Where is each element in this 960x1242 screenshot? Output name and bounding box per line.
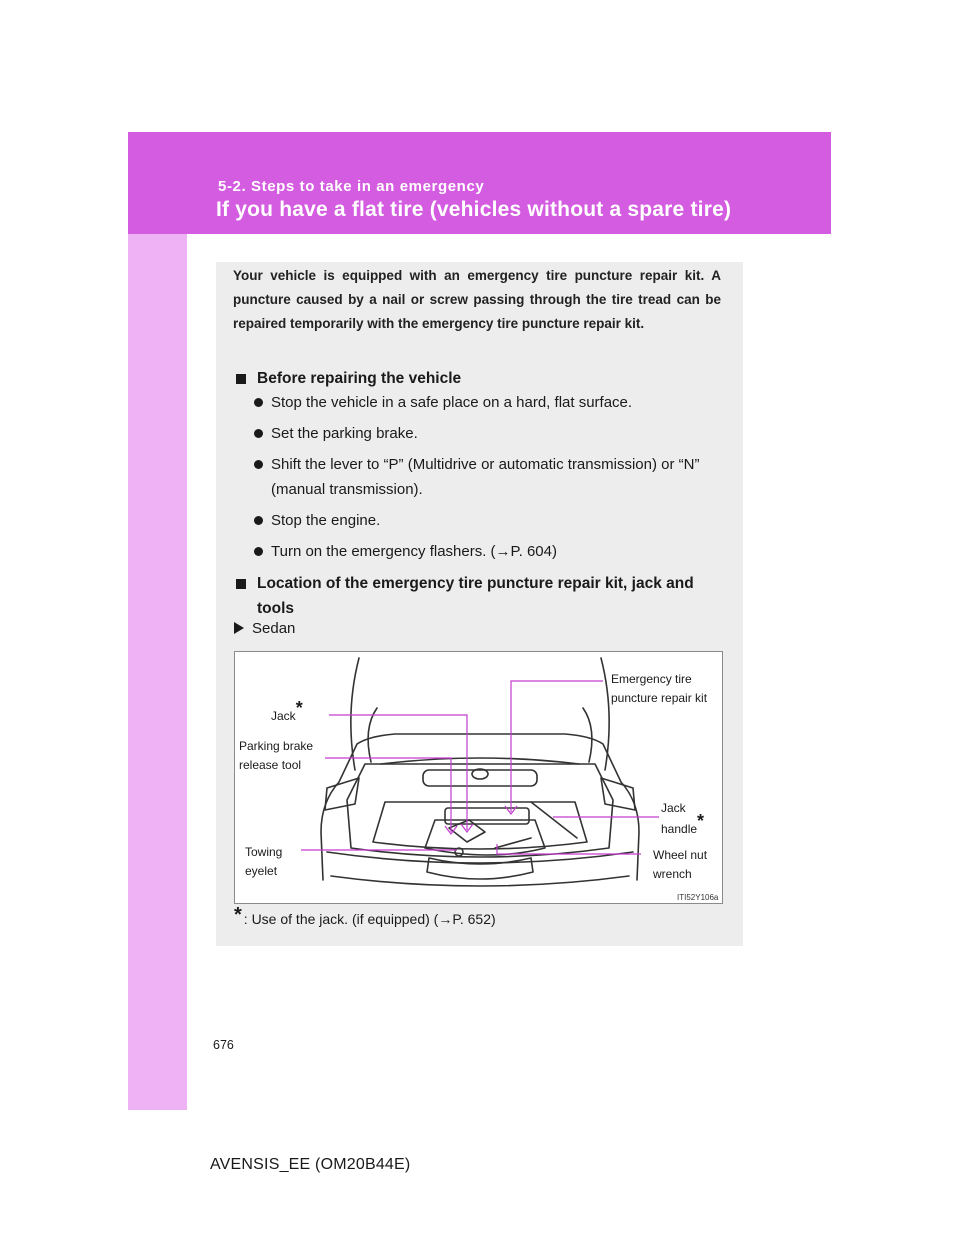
floor-cover [427, 858, 533, 879]
lid-hinge-right [583, 708, 592, 762]
bullet-dot-icon [254, 429, 263, 438]
intro-paragraph: Your vehicle is equipped with an emergency tire puncture repair kit. A puncture caused by a nail or screw passing through the tire tread can be repaired temporarily with the emergency tire puncture repair kit. [233, 268, 721, 331]
leader-parking-brake [325, 758, 451, 832]
before-repair-heading: Before repairing the vehicle [236, 366, 726, 391]
jack-handle-rod [531, 802, 577, 838]
rear-valance [331, 876, 629, 886]
list-item: Turn on the emergency flashers. (→P. 604) [254, 539, 724, 564]
bullet-dot-icon [254, 547, 263, 556]
leader-jack [329, 715, 467, 830]
list-item: Stop the vehicle in a safe place on a hard, flat surface. [254, 390, 724, 415]
square-bullet-icon [236, 374, 246, 384]
side-tab-strip [128, 132, 187, 1110]
repair-kit-box [445, 808, 529, 824]
towing-eyelet-label: Towing eyelet [245, 845, 283, 878]
page-title: If you have a flat tire (vehicles without a spare tire) [216, 198, 732, 221]
trunk-lid-right [601, 658, 609, 770]
document-id: AVENSIS_EE (OM20B44E) [210, 1156, 411, 1173]
page-number: 676 [213, 1038, 234, 1052]
list-item: Shift the lever to “P” (Multidrive or automatic transmission) or “N” (manual transmission). [254, 452, 724, 502]
emergency-kit-label: Emergency tire puncture repair kit [611, 672, 708, 705]
leader-emergency-kit [511, 681, 603, 812]
figure-code: ITI52Y106a [677, 893, 719, 902]
parcel-shelf [381, 758, 579, 764]
location-heading: Location of the emergency tire puncture repair kit, jack and tools [236, 571, 726, 621]
car-body-outline [321, 734, 639, 880]
section-title: 5-2. Steps to take in an emergency [218, 178, 485, 195]
footnote: * : Use of the jack. (if equipped) (→P. 652) [234, 904, 496, 927]
triangle-bullet-icon [234, 622, 244, 634]
trunk-lid-left [351, 658, 359, 770]
bullet-dot-icon [254, 398, 263, 407]
trunk-floor [373, 802, 587, 849]
vehicle-type-label: Sedan [234, 618, 295, 640]
bullet-dot-icon [254, 460, 263, 469]
wheel-nut-wrench-label: Wheel nut wrench [653, 848, 708, 881]
lid-hinge-left [368, 708, 377, 762]
list-item: Set the parking brake. [254, 421, 724, 446]
trim-panel [423, 770, 537, 786]
trunk-illustration [234, 651, 723, 904]
jack-handle-label: Jack handle* [661, 801, 705, 836]
parking-brake-tool-label: Parking brake release tool [239, 739, 314, 772]
wheel-nut-wrench-shape [495, 838, 531, 848]
square-bullet-icon [236, 579, 246, 589]
jack-label: Jack* [271, 698, 303, 723]
preparation-steps-list [254, 390, 724, 570]
list-item: Stop the engine. [254, 508, 724, 533]
bullet-dot-icon [254, 516, 263, 525]
